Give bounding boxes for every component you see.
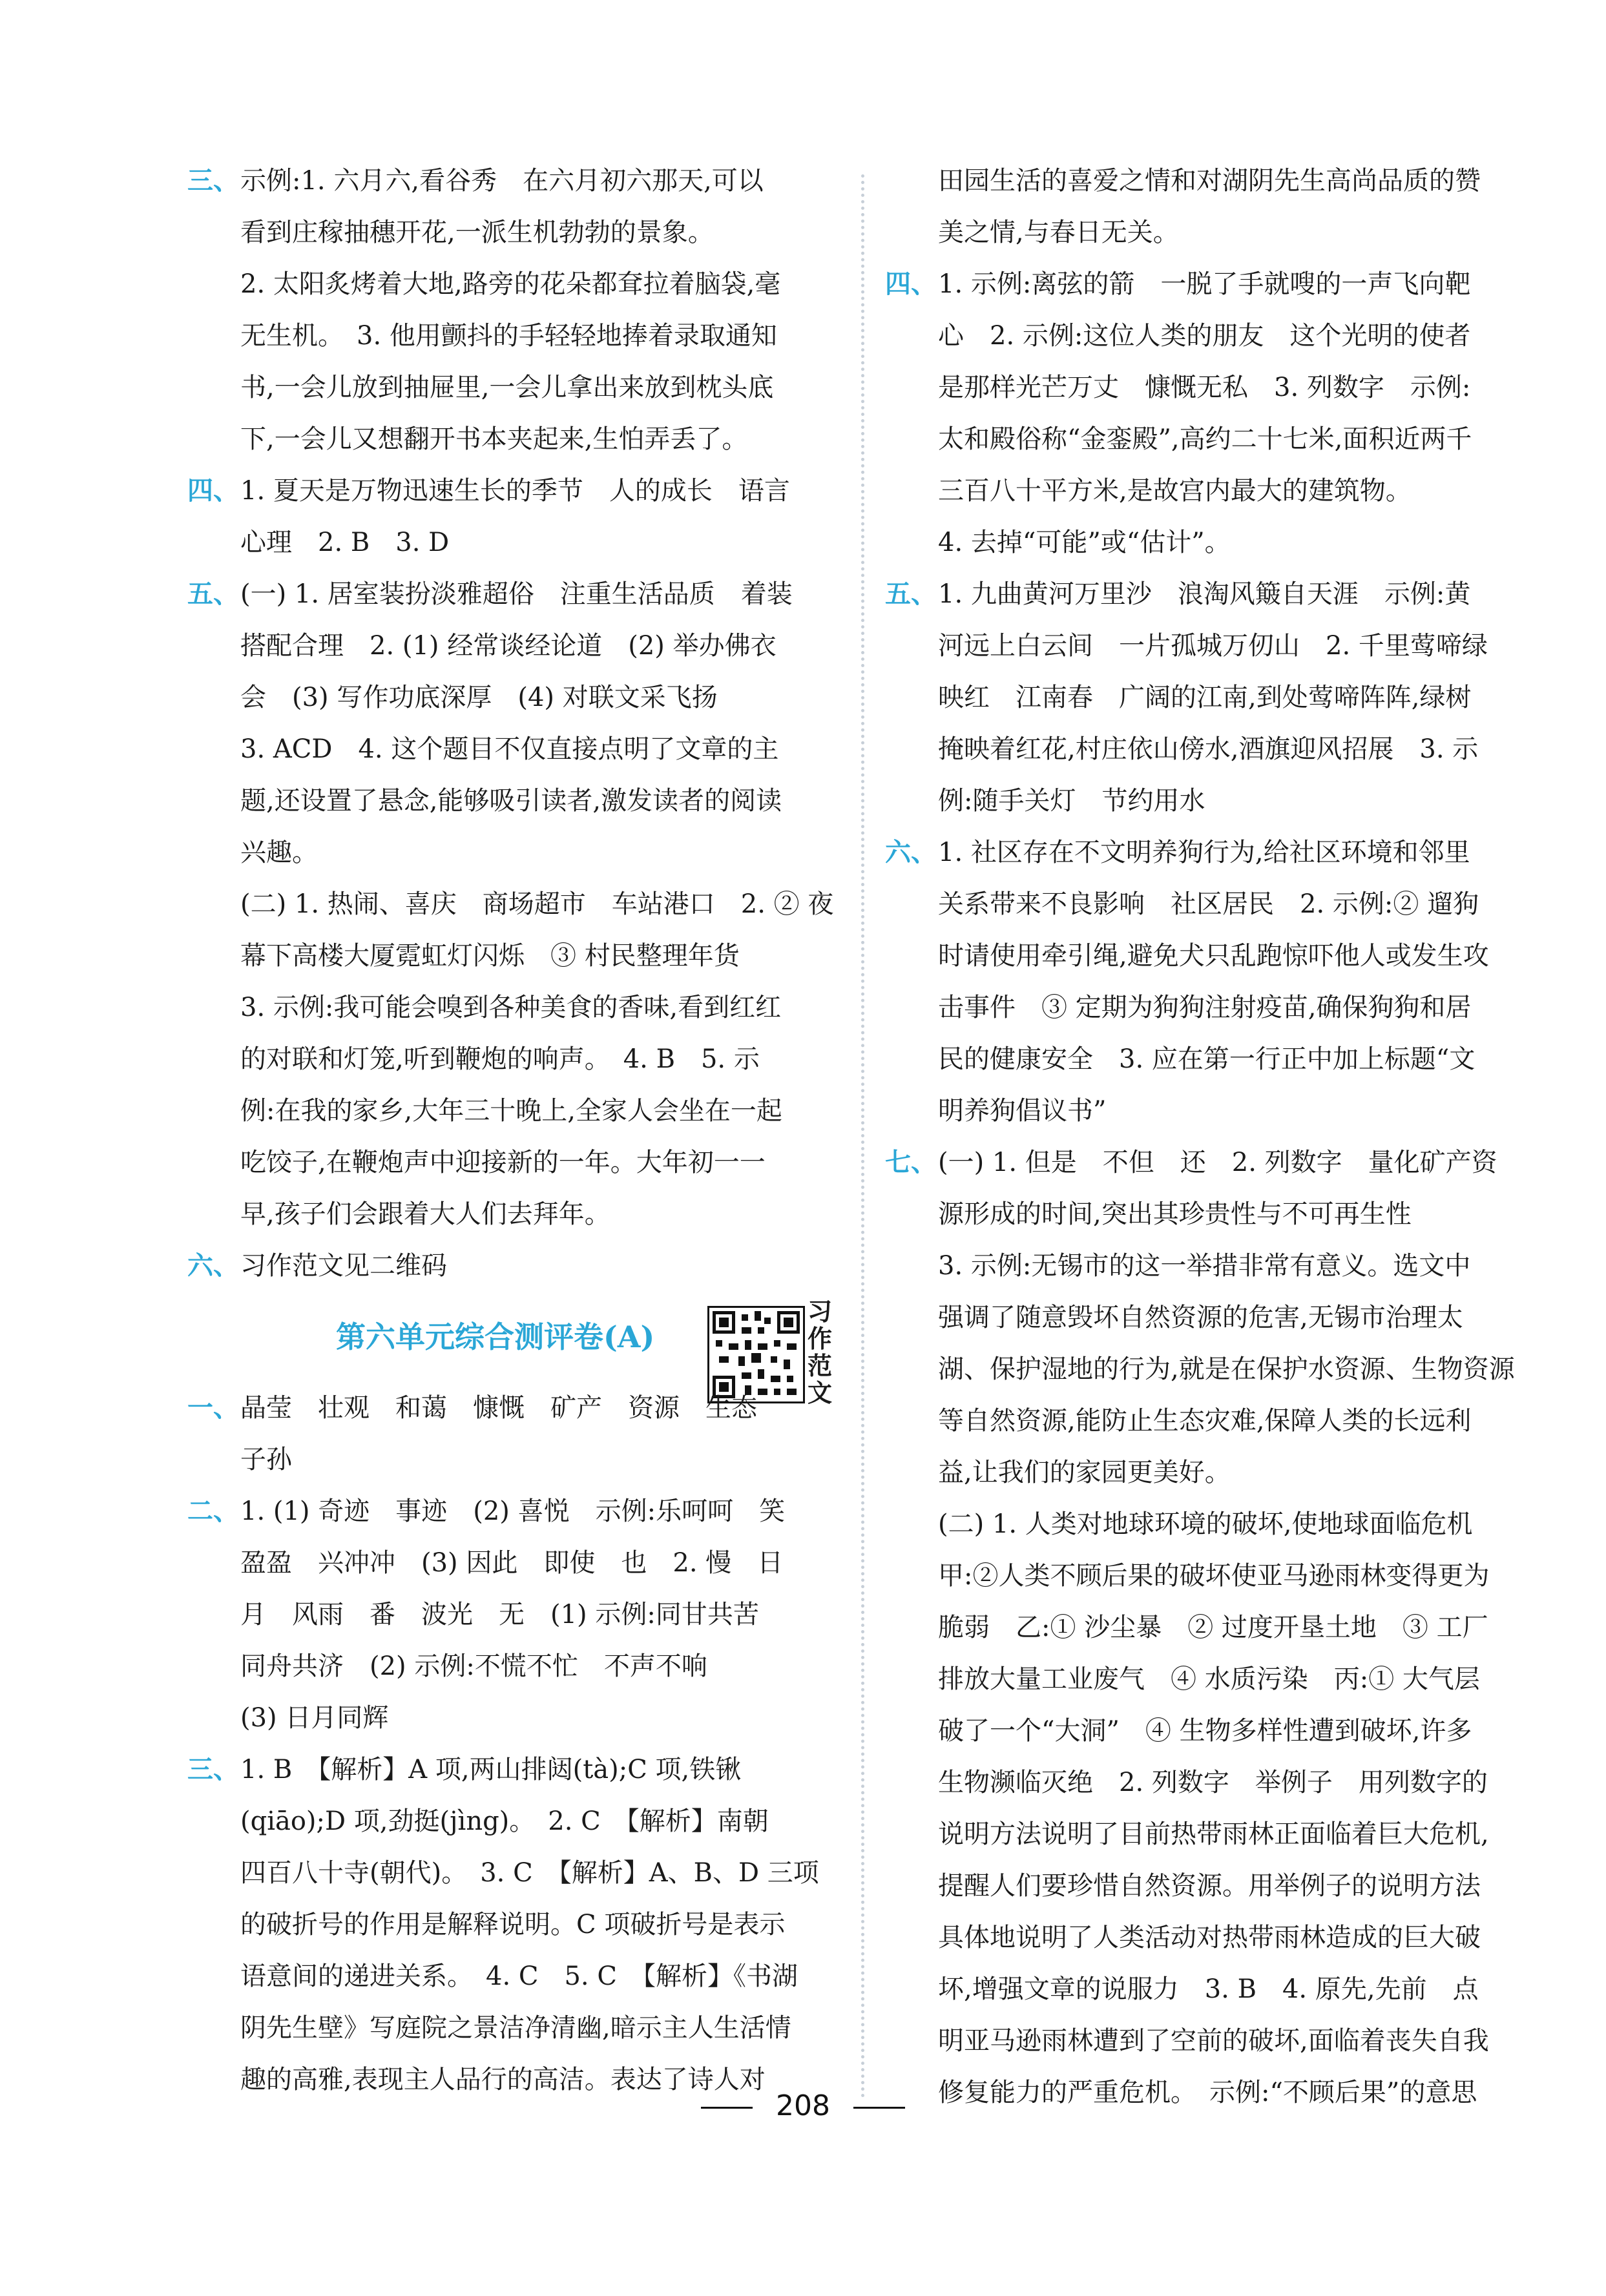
section-label: 三、 [187,1754,239,1784]
page-number-dash-right [853,2107,905,2109]
answer-line: 3. ACD 4. 这个题目不仅直接点明了文章的主 [240,734,779,764]
unit-heading [187,1292,846,1407]
section-label: 三、 [187,165,239,196]
answer-line: 修复能力的严重危机。 示例:“不顾后果”的意思 [938,2078,1477,2107]
answer-line: 一、 晶莹 壮观 和蔼 慷慨 矿产 资源 生态 [187,1382,846,1434]
answer-line: 说明方法说明了目前热带雨林正面临着巨大危机, [938,1819,1489,1849]
answer-line: 例:在我的家乡,大年三十晚上,全家人会坐在一起 [240,1096,782,1126]
answer-line: 具体地说明了人类活动对热带雨林造成的巨大破 [938,1923,1481,1952]
section-label: 一、 [187,1392,239,1423]
answer-line: 掩映着红花,村庄依山傍水,酒旗迎风招展 3. 示 [938,734,1479,764]
page-number [0,2089,1606,2122]
answer-line: 的破折号的作用是解释说明。C 项破折号是表示 [240,1910,786,1939]
answer-line: 心理 2. B 3. D [240,528,450,557]
answer-line: 四、 1. 夏天是万物迅速生长的季节 人的成长 语言 [187,465,846,517]
answer-line: 破了一个“大洞” ④ 生物多样性遭到破坏,许多 [938,1716,1472,1746]
answer-line: 题,还设置了悬念,能够吸引读者,激发读者的阅读 [240,786,782,816]
section-label: 二、 [187,1496,239,1526]
unit-section-one [187,1382,846,1485]
answer-line: 甲:②人类不顾后果的破坏使亚马逊雨林变得更为 [938,1561,1490,1591]
section-label: 六、 [885,837,937,867]
answer-line: 的对联和灯笼,听到鞭炮的响声。 4. B 5. 示 [240,1044,760,1074]
section-label: 四、 [885,269,937,299]
answer-line: 例:随手关灯 节约用水 [938,786,1205,816]
section-label: 七、 [885,1147,937,1177]
answer-line: 三、 1. B 【解析】A 项,两山排闼(tà);C 项,铁锹 [187,1744,846,1795]
answer-line: 田园生活的喜爱之情和对湖阴先生高尚品质的赞 [938,166,1481,196]
answer-line: 4. 去掉“可能”或“估计”。 [938,528,1231,557]
answer-line: 五、 1. 九曲黄河万里沙 浪淘风簸自天涯 示例:黄 [885,568,1538,620]
section-four [885,258,1538,568]
section-label: 五、 [187,579,239,609]
answer-line: 明亚马逊雨林遭到了空前的破坏,面临着丧失自我 [938,2026,1489,2056]
answer-line: 会 (3) 写作功底深厚 (4) 对联文采飞扬 [240,683,718,712]
section-seven [885,1137,1538,2118]
section-label: 四、 [187,475,239,506]
answer-line: 强调了随意毁坏自然资源的危害,无锡市治理太 [938,1303,1463,1332]
answer-line: 六、 习作范文见二维码 [187,1240,846,1292]
answer-line: 坏,增强文章的说服力 3. B 4. 原先,先前 点 [938,1974,1479,2004]
answer-line: 下,一会儿又想翻开书本夹起来,生怕弄丢了。 [240,424,748,454]
unit-title: 第六单元综合测评卷(A) [336,1319,655,1354]
answer-line: 关系带来不良影响 社区居民 2. 示例:② 遛狗 [938,889,1479,919]
answer-line: 同舟共济 (2) 示例:不慌不忙 不声不响 [240,1651,707,1681]
section-three [187,155,846,465]
answer-line: 二、 1. (1) 奇迹 事迹 (2) 喜悦 示例:乐呵呵 笑 [187,1485,846,1537]
column-divider [861,174,864,2099]
answer-line: 明养狗倡议书” [938,1096,1107,1126]
page-number-dash-left [701,2107,753,2109]
answer-line: 三、 示例:1. 六月六,看谷秀 在六月初六那天,可以 [187,155,846,207]
answer-line: 子孙 [240,1445,292,1474]
answer-line: (二) 1. 热闹、喜庆 商场超市 车站港口 2. ② 夜 [240,889,834,919]
answer-line: 无生机。 3. 他用颤抖的手轻轻地捧着录取通知 [240,321,777,351]
answer-line: 兴趣。 [240,838,318,867]
answer-line: 3. 示例:我可能会嗅到各种美食的香味,看到红红 [240,993,782,1022]
answer-line: 阴先生壁》写庭院之景洁净清幽,暗示主人生活情 [240,2013,791,2043]
answer-line: 太和殿俗称“金銮殿”,高约二十七米,面积近两千 [938,424,1472,454]
answer-line: 脆弱 乙:① 沙尘暴 ② 过度开垦土地 ③ 工厂 [938,1613,1488,1642]
answer-line: 四、 1. 示例:离弦的箭 一脱了手就嗖的一声飞向靶 [885,258,1538,310]
left-column [187,155,846,2105]
answer-line: 湖、保护湿地的行为,就是在保护水资源、生物资源 [938,1354,1515,1384]
answer-line: 四百八十寺(朝代)。 3. C 【解析】A、B、D 三项 [240,1858,819,1888]
answer-line: 是那样光芒万丈 慷慨无私 3. 列数字 示例: [938,373,1471,402]
answer-line: 3. 示例:无锡市的这一举措非常有意义。选文中 [938,1251,1471,1281]
answer-line: 早,孩子们会跟着大人们去拜年。 [240,1199,610,1229]
answer-line: 排放大量工业废气 ④ 水质污染 丙:① 大气层 [938,1664,1480,1694]
section-six [885,827,1538,1137]
section-five [885,568,1538,827]
answer-line: 等自然资源,能防止生态灾难,保障人类的长远利 [938,1406,1472,1436]
continued-text [885,155,1538,258]
section-six [187,1240,846,1292]
answer-line: 趣的高雅,表现主人品行的高洁。表达了诗人对 [240,2065,766,2094]
answer-line: 美之情,与春日无关。 [938,218,1179,247]
answer-line: 源形成的时间,突出其珍贵性与不可再生性 [938,1199,1412,1229]
answer-line: (qiāo);D 项,劲挺(jìng)。 2. C 【解析】南朝 [240,1806,769,1836]
answer-line: 幕下高楼大厦霓虹灯闪烁 ③ 村民整理年货 [240,941,740,971]
unit-section-three [187,1744,846,2105]
answer-line: 提醒人们要珍惜自然资源。用举例子的说明方法 [938,1871,1481,1901]
answer-line: 生物濒临灭绝 2. 列数字 举例子 用列数字的 [938,1768,1488,1797]
section-four [187,465,846,568]
page-number-text: 208 [776,2089,830,2122]
answer-line: 三百八十平方米,是故宫内最大的建筑物。 [938,476,1412,506]
section-five [187,568,846,1240]
answer-line: 五、 (一) 1. 居室装扮淡雅超俗 注重生活品质 着装 [187,568,846,620]
answer-line: 2. 太阳炙烤着大地,路旁的花朵都耷拉着脑袋,毫 [240,269,781,299]
answer-line: 书,一会儿放到抽屉里,一会儿拿出来放到枕头底 [240,373,774,402]
answer-line: 民的健康安全 3. 应在第一行正中加上标题“文 [938,1044,1476,1074]
answer-line: 河远上白云间 一片孤城万仞山 2. 千里莺啼绿 [938,631,1488,661]
answer-line: (二) 1. 人类对地球环境的破坏,使地球面临危机 [938,1509,1473,1539]
answer-line: 时请使用牵引绳,避免犬只乱跑惊吓他人或发生攻 [938,941,1489,971]
answer-line: (3) 日月同辉 [240,1703,389,1733]
answer-line: 盈盈 兴冲冲 (3) 因此 即使 也 2. 慢 日 [240,1548,784,1578]
section-label: 六、 [187,1250,239,1281]
qr-note: 习作范文 [808,1298,833,1407]
answer-line: 击事件 ③ 定期为狗狗注射疫苗,确保狗狗和居 [938,993,1472,1022]
right-column [885,155,1538,2118]
answer-line: 映红 江南春 广阔的江南,到处莺啼阵阵,绿树 [938,683,1472,712]
answer-line: 心 2. 示例:这位人类的朋友 这个光明的使者 [938,321,1471,351]
unit-section-two [187,1485,846,1744]
section-label: 五、 [885,579,937,609]
answer-line: 语意间的递进关系。 4. C 5. C 【解析】《书湖 [240,1961,798,1991]
answer-line: 月 风雨 番 波光 无 (1) 示例:同甘共苦 [240,1600,759,1629]
answer-line: 吃饺子,在鞭炮声中迎接新的一年。大年初一一 [240,1148,766,1177]
answer-line: 益,让我们的家园更美好。 [938,1458,1231,1487]
answer-line: 七、 (一) 1. 但是 不但 还 2. 列数字 量化矿产资 [885,1137,1538,1188]
answer-line: 六、 1. 社区存在不文明养狗行为,给社区环境和邻里 [885,827,1538,878]
answer-line: 搭配合理 2. (1) 经常谈经论道 (2) 举办佛衣 [240,631,777,661]
answer-line: 看到庄稼抽穗开花,一派生机勃勃的景象。 [240,218,714,247]
